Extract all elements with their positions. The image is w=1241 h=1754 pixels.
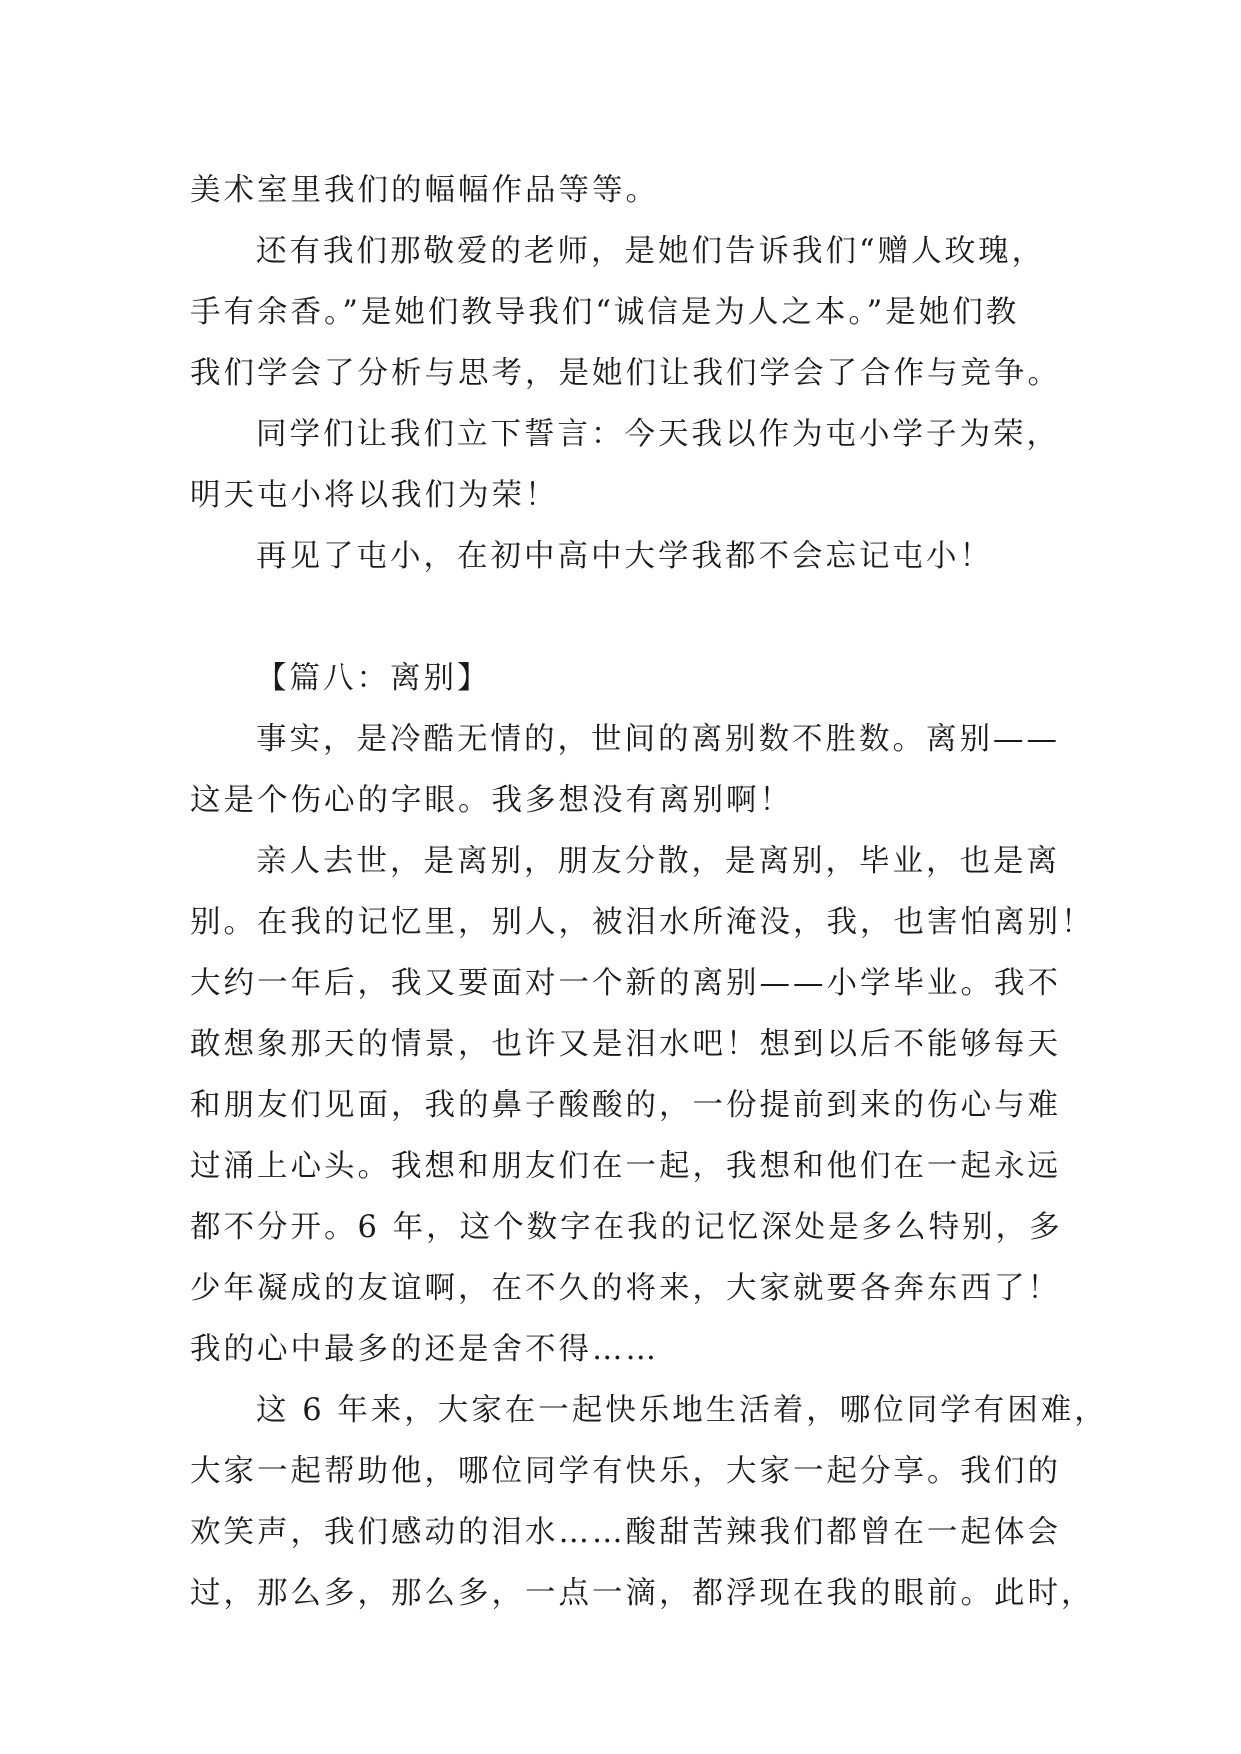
text-line: 手有余香。”是她们教导我们“诚信是为人之本。”是她们教 (190, 295, 1020, 330)
text-line: 我们学会了分析与思考，是她们让我们学会了合作与竞争。 (190, 356, 1061, 391)
text-line: 敢想象那天的情景，也许又是泪水吧！想到以后不能够每天 (190, 1027, 1061, 1062)
text-line: 大家一起帮助他，哪位同学有快乐，大家一起分享。我们的 (190, 1454, 1061, 1489)
text-line: 过，那么多，那么多，一点一滴，都浮现在我的眼前。此时， (190, 1576, 1095, 1611)
document-body (190, 160, 1108, 1624)
text-line: 大约一年后，我又要面对一个新的离别——小学毕业。我不 (190, 966, 1061, 1001)
text-line: 少年凝成的友谊啊，在不久的将来，大家就要各奔东西了！ (190, 1271, 1061, 1306)
text-line: 还有我们那敬爱的老师，是她们告诉我们“赠人玫瑰， (256, 234, 1046, 269)
text-line: 【篇八：离别】 (256, 661, 491, 696)
text-line: 这是个伤心的字眼。我多想没有离别啊！ (190, 783, 793, 818)
text-line: 过涌上心头。我想和朋友们在一起，我想和他们在一起永远 (190, 1149, 1061, 1184)
text-line: 美术室里我们的幅幅作品等等。 (190, 173, 659, 208)
text-line: 和朋友们见面，我的鼻子酸酸的，一份提前到来的伤心与难 (190, 1088, 1061, 1123)
text-line: 这 6 年来，大家在一起快乐地生活着，哪位同学有困难， (256, 1393, 1108, 1428)
text-line: 事实，是冷酷无情的，世间的离别数不胜数。离别—— (256, 722, 1060, 757)
text-line: 亲人去世，是离别，朋友分散，是离别，毕业，也是离 (256, 844, 1060, 879)
blank-line (190, 587, 1070, 648)
text-line: 同学们让我们立下誓言：今天我以作为屯小学子为荣， (256, 417, 1060, 452)
text-line: 欢笑声，我们感动的泪水……酸甜苦辣我们都曾在一起体会 (190, 1515, 1061, 1550)
text-line: 别。在我的记忆里，别人，被泪水所淹没，我，也害怕离别！ (190, 905, 1095, 940)
text-line: 我的心中最多的还是舍不得…… (190, 1332, 659, 1367)
text-line: 都不分开。6 年，这个数字在我的记忆深处是多么特别，多 (190, 1210, 1063, 1245)
text-line: 明天屯小将以我们为荣！ (190, 478, 559, 513)
text-line: 再见了屯小，在初中高中大学我都不会忘记屯小！ (256, 539, 993, 574)
